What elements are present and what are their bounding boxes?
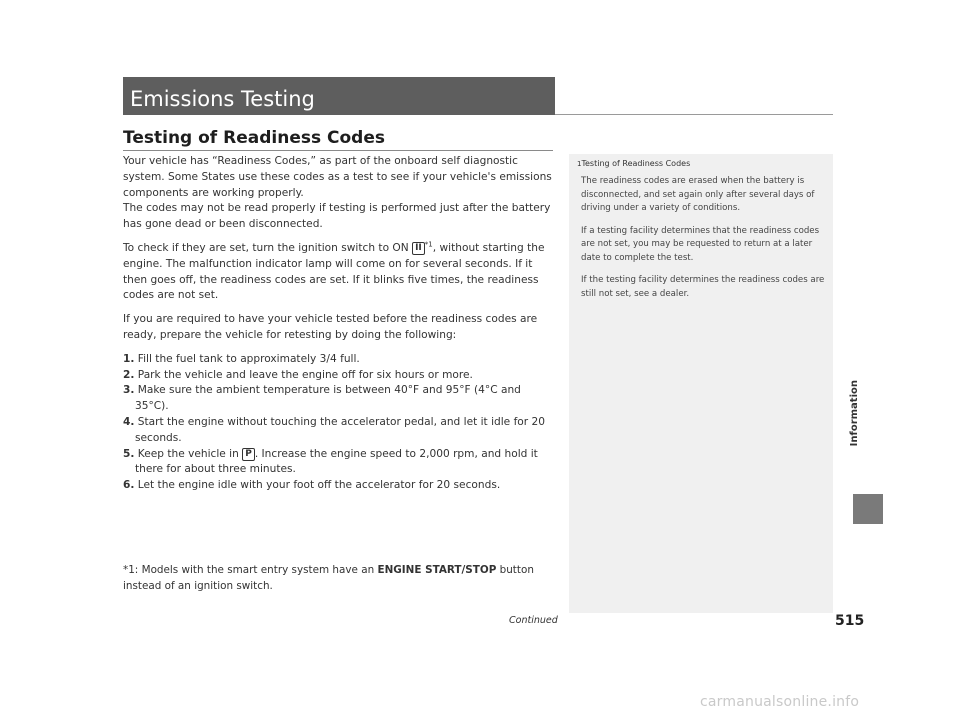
chapter-tab-marker bbox=[853, 494, 883, 524]
header-rule bbox=[555, 114, 833, 115]
list-item: 5. Keep the vehicle in P . Increase the engine speed to 2,000 rpm, and hold it there for about three minutes. bbox=[123, 447, 538, 476]
sidebar-paragraph: If the testing facility determines the readiness codes are still not set, see a dealer. bbox=[581, 275, 825, 299]
section-title: Testing of Readiness Codes bbox=[123, 128, 385, 148]
section-rule bbox=[123, 150, 553, 151]
list-item: 6. Let the engine idle with your foot off the accelerator for 20 seconds. bbox=[123, 479, 501, 492]
steps-list bbox=[123, 352, 556, 494]
note-paragraph: The codes may not be read properly if testing is performed just after the battery has gone dead or been disconnected. bbox=[123, 202, 551, 231]
main-content bbox=[123, 154, 556, 494]
list-item: 2. Park the vehicle and leave the engine off for six hours or more. bbox=[123, 368, 473, 381]
chapter-tab-label: Information bbox=[849, 380, 860, 447]
chapter-title: Emissions Testing bbox=[130, 87, 315, 111]
sidebar-note bbox=[569, 154, 833, 613]
list-item: 3. Make sure the ambient temperature is between 40°F and 95°F (4°C and 35°C). bbox=[123, 384, 521, 413]
sidebar-paragraph: If a testing facility determines that the readiness codes are not set, you may be requested to return at a later date to complete the test. bbox=[581, 225, 820, 263]
reference-icon: 1 bbox=[577, 160, 582, 168]
park-position-key: P bbox=[242, 448, 255, 461]
sidebar-title: 1Testing of Readiness Codes bbox=[577, 159, 691, 168]
list-item: 4. Start the engine without touching the accelerator pedal, and let it idle for 20 seconds. bbox=[123, 415, 545, 444]
continued-label: Continued bbox=[509, 615, 558, 626]
watermark: carmanualsonline.info bbox=[700, 694, 860, 710]
required-paragraph: If you are required to have your vehicle tested before the readiness codes are ready, prepare the vehicle for retesting by doing the following: bbox=[123, 313, 538, 341]
intro-paragraph: Your vehicle has “Readiness Codes,” as part of the onboard self diagnostic system. Some States use these codes as a test to see if your vehicle's emissions components are working properly. bbox=[123, 155, 552, 199]
sidebar-paragraph: The readiness codes are erased when the battery is disconnected, and set again only after several days of driving under a variety of conditions. bbox=[581, 176, 815, 213]
footnote-ref: *1 bbox=[424, 240, 433, 249]
footnote: *1: Models with the smart entry system have an ENGINE START/STOP button instead of an ignition switch. bbox=[123, 564, 534, 592]
sidebar-body bbox=[581, 175, 825, 310]
check-paragraph: To check if they are set, turn the ignition switch to ON II $^{*1}$, without starting the engine. The malfunction indicator lamp will come on for several seconds. If it then goes off, the readiness codes are set. If it blinks five times, the readiness codes are not set. bbox=[123, 240, 545, 302]
page-number: 515 bbox=[835, 613, 865, 629]
list-item: 1. Fill the fuel tank to approximately 3/4 full. bbox=[123, 352, 360, 365]
ignition-position-key: II bbox=[412, 242, 425, 255]
